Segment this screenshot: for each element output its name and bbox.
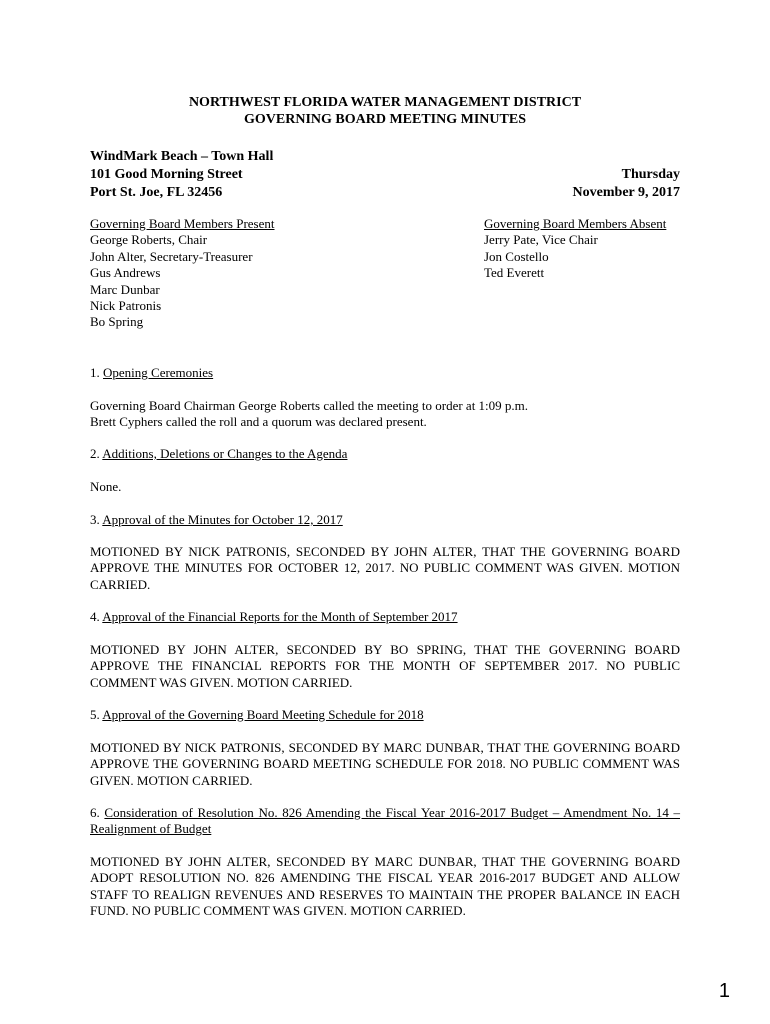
section-heading bbox=[90, 365, 680, 381]
motion-paragraph: MOTIONED BY NICK PATRONIS, SECONDED BY MARC DUNBAR, THAT THE GOVERNING BOARD APPROVE THE GOVERNING BOARD MEETING SCHEDULE FOR 2018. NO PUBLIC COMMENT WAS GIVEN. MOTION CARRIED. bbox=[90, 740, 680, 788]
section-title: Approval of the Financial Reports for the Month of September 2017 bbox=[102, 609, 458, 624]
member-name: George Roberts, Chair bbox=[90, 232, 208, 248]
page-number: 1 bbox=[718, 980, 730, 1002]
motion-paragraph: MOTIONED BY NICK PATRONIS, SECONDED BY JOHN ALTER, THAT THE GOVERNING BOARD APPROVE THE MINUTES FOR OCTOBER 12, 2017. NO PUBLIC COMMENT WAS GIVEN. MOTION CARRIED. bbox=[90, 544, 680, 592]
members-absent bbox=[484, 216, 666, 282]
members-present-heading: Governing Board Members Present bbox=[90, 216, 275, 231]
section-heading bbox=[90, 512, 680, 528]
section-heading bbox=[90, 609, 680, 625]
section-body bbox=[90, 740, 680, 789]
member-name: Ted Everett bbox=[484, 265, 545, 281]
section-body bbox=[90, 398, 680, 431]
member-name: John Alter, Secretary-Treasurer bbox=[90, 248, 253, 264]
section-number: 6. bbox=[90, 805, 105, 820]
street-address: 101 Good Morning Street bbox=[90, 167, 243, 182]
section-title: Approval of the Governing Board Meeting Schedule for 2018 bbox=[102, 707, 424, 722]
section-heading bbox=[90, 446, 680, 462]
paragraph-line: Brett Cyphers called the roll and a quorum was declared present. bbox=[90, 414, 427, 430]
section-heading bbox=[90, 805, 680, 838]
section-title: Additions, Deletions or Changes to the Agenda bbox=[102, 446, 348, 461]
section-number: 3. bbox=[90, 512, 103, 527]
paragraph-line: Governing Board Chairman George Roberts called the meeting to order at 1:09 p.m. bbox=[90, 398, 529, 413]
meeting-location bbox=[90, 148, 273, 202]
member-name: Bo Spring bbox=[90, 314, 144, 330]
member-name: Gus Andrews bbox=[90, 265, 161, 281]
section-body bbox=[90, 479, 680, 495]
section-body bbox=[90, 642, 680, 691]
section-body bbox=[90, 544, 680, 593]
section-title: Consideration of Resolution No. 826 Amending the Fiscal Year 2016-2017 Budget – Amendment No. 14 – Realignment of Budget bbox=[90, 805, 680, 837]
venue: WindMark Beach – Town Hall bbox=[90, 149, 274, 164]
section-body bbox=[90, 854, 680, 920]
section-number: 1. bbox=[90, 365, 103, 380]
motion-paragraph: MOTIONED BY JOHN ALTER, SECONDED BY BO SPRING, THAT THE GOVERNING BOARD APPROVE THE FINANCIAL REPORTS FOR THE MONTH OF SEPTEMBER 2017. NO PUBLIC COMMENT WAS GIVEN. MOTION CARRIED. bbox=[90, 642, 680, 690]
section-number: 4. bbox=[90, 609, 103, 624]
member-name: Jerry Pate, Vice Chair bbox=[484, 232, 598, 248]
member-name: Marc Dunbar bbox=[90, 281, 160, 297]
paragraph: None. bbox=[90, 479, 122, 494]
city-state-zip: Port St. Joe, FL 32456 bbox=[90, 185, 223, 200]
members-absent-heading: Governing Board Members Absent bbox=[484, 216, 667, 231]
document-subtitle: GOVERNING BOARD MEETING MINUTES bbox=[244, 112, 526, 127]
meeting-date bbox=[573, 166, 680, 202]
meeting-date-value: November 9, 2017 bbox=[572, 185, 680, 200]
member-name: Jon Costello bbox=[484, 248, 549, 264]
section-title: Approval of the Minutes for October 12, 2017 bbox=[102, 512, 343, 527]
section-number: 5. bbox=[90, 707, 103, 722]
document-title: NORTHWEST FLORIDA WATER MANAGEMENT DISTRICT bbox=[188, 95, 582, 110]
motion-paragraph: MOTIONED BY JOHN ALTER, SECONDED BY MARC DUNBAR, THAT THE GOVERNING BOARD ADOPT RESOLUTION NO. 826 AMENDING THE FISCAL YEAR 2016-2017 BUDGET AND ALLOW STAFF TO REALIGN REVENUES AND RESERVES TO MAINTAIN THE PROPER BALANCE IN EACH FUND. NO PUBLIC COMMENT WAS GIVEN. MOTION CARRIED. bbox=[90, 854, 680, 919]
member-name: Nick Patronis bbox=[90, 298, 162, 314]
members-present bbox=[90, 216, 275, 331]
meeting-weekday: Thursday bbox=[621, 167, 680, 182]
section-number: 2. bbox=[90, 446, 103, 461]
section-title: Opening Ceremonies bbox=[103, 365, 214, 380]
section-heading bbox=[90, 707, 680, 723]
